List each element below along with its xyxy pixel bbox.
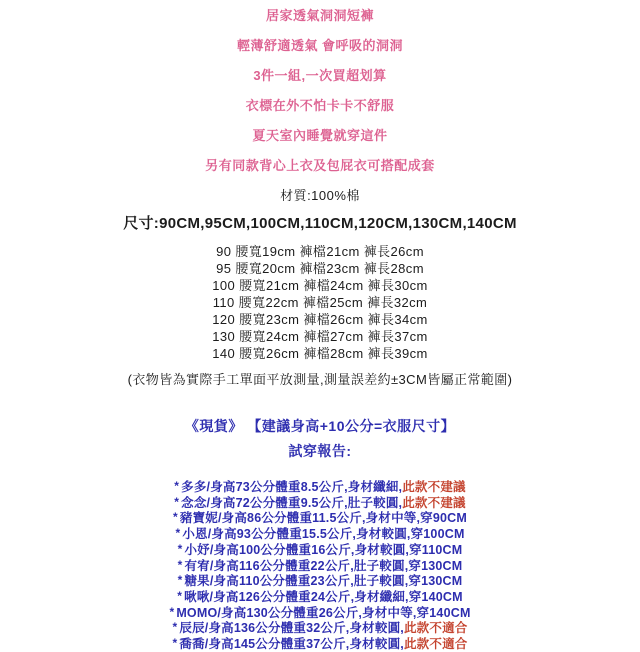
intro-line: 輕薄舒適透氣 會呼吸的洞洞 (236, 38, 404, 53)
size-row: 140 腰寬26cm 褲檔28cm 褲長39cm (212, 346, 428, 361)
report-entry-text: 糖果/身高110公分體重23公斤,肚子較圓,穿130CM (184, 574, 463, 589)
fitting-report-list (0, 479, 640, 652)
intro-line: 另有同款背心上衣及包屁衣可搭配成套 (205, 158, 435, 173)
asterisk-bullet: * (177, 541, 183, 556)
report-entry (0, 620, 640, 636)
asterisk-bullet: * (175, 526, 181, 541)
asterisk-bullet: * (174, 479, 180, 493)
report-entry (0, 479, 640, 495)
report-entry (0, 573, 640, 589)
size-row: 130 腰寬24cm 褲檔27cm 褲長37cm (212, 329, 428, 344)
report-entry (0, 558, 640, 574)
report-entry-highlight: 此款不建議 (402, 480, 466, 494)
size-row: 95 腰寬20cm 褲檔23cm 褲長28cm (216, 261, 424, 276)
report-entry (0, 636, 640, 652)
report-entry-highlight: 此款不建議 (402, 495, 466, 510)
measurement-note: (衣物皆為實際手工單面平放測量,測量誤差約±3CM皆屬正常範圍) (127, 372, 513, 387)
report-entry-highlight: 此款不適合 (403, 621, 468, 636)
report-entry (0, 605, 640, 621)
report-entry (0, 542, 640, 558)
fitting-report-title: 試穿報告: (288, 443, 352, 459)
asterisk-bullet: * (177, 573, 183, 588)
report-entry-text: 辰辰/身高136公分體重32公斤,身材較圓, (179, 621, 404, 636)
asterisk-bullet: * (177, 588, 183, 603)
intro-line: 夏天室內睡覺就穿這件 (252, 128, 388, 143)
report-entry-text: MOMO/身高130公分體重26公斤,身材中等,穿140CM (176, 605, 471, 620)
asterisk-bullet: * (169, 604, 175, 619)
intro-line: 3件一組,一次買超划算 (253, 68, 387, 83)
report-entry-text: 啾啾/身高126公分體重24公斤,身材纖細,穿140CM (184, 589, 463, 604)
report-entry-text: 念念/身高72公分體重9.5公斤,肚子較圓, (181, 495, 403, 510)
asterisk-bullet: * (172, 636, 178, 651)
asterisk-bullet: * (172, 620, 178, 635)
report-entry-text: 小恩/身高93公分體重15.5公斤,身材較圓,穿100CM (182, 527, 465, 542)
report-entry (0, 589, 640, 605)
report-entry-highlight: 此款不適合 (403, 637, 468, 652)
product-title: 居家透氣洞洞短褲 (265, 8, 374, 23)
size-heading: 尺寸:90CM,95CM,100CM,110CM,120CM,130CM,140CM (123, 215, 517, 232)
asterisk-bullet: * (173, 510, 178, 525)
report-entry-text: 有宥/身高116公分體重22公斤,肚子較圓,穿130CM (184, 558, 463, 573)
intro-line: 衣標在外不怕卡卡不舒服 (245, 98, 395, 113)
report-entry (0, 495, 640, 511)
report-entry-text: 小妤/身高100公分體重16公斤,身材較圓,穿110CM (184, 542, 463, 557)
report-entry (0, 510, 640, 526)
size-row: 90 腰寬19cm 褲檔21cm 褲長26cm (216, 244, 424, 259)
size-row: 100 腰寬21cm 褲檔24cm 褲長30cm (212, 278, 428, 293)
size-table (0, 243, 640, 362)
size-row: 120 腰寬23cm 褲檔26cm 褲長34cm (212, 312, 428, 327)
asterisk-bullet: * (177, 557, 183, 572)
report-entry (0, 526, 640, 542)
size-row: 110 腰寬22cm 褲檔25cm 褲長32cm (212, 295, 428, 310)
report-entry-text: 多多/身高73公分體重8.5公斤,身材纖細, (181, 480, 403, 494)
asterisk-bullet: * (174, 494, 180, 509)
material-line: 材質:100%棉 (280, 188, 360, 203)
report-entry-text: 喬喬/身高145公分體重37公斤,身材較圓, (179, 637, 404, 652)
report-entry-text: 豬寶妮/身高86公分體重11.5公斤,身材中等,穿90CM (179, 511, 467, 526)
stock-size-advice: 《現貨》 【建議身高+10公分=衣服尺寸】 (184, 418, 456, 434)
